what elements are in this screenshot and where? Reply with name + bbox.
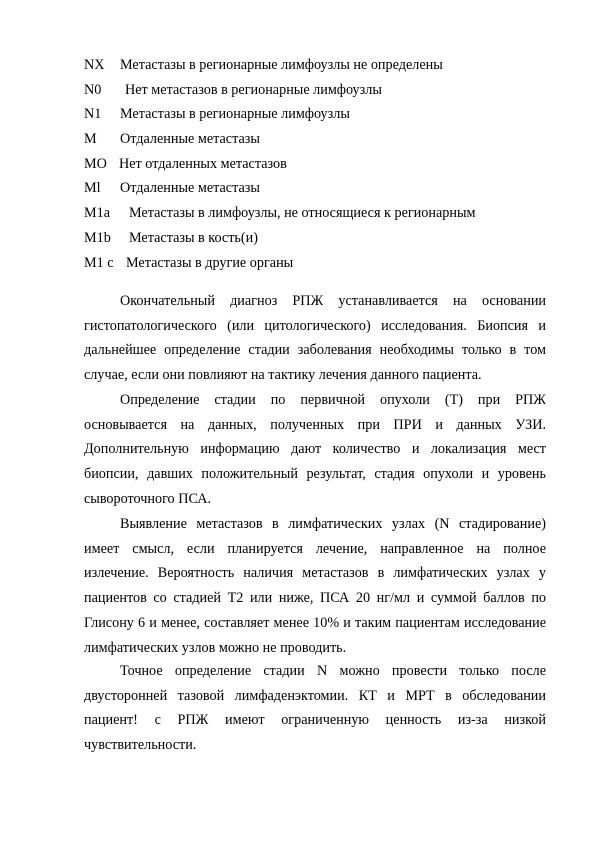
definition-text: Нет отдаленных метастазов: [119, 155, 287, 172]
definition-text: Метастазы в кость(и): [129, 229, 258, 246]
definition-row-ml: [84, 176, 554, 201]
definition-text: Метастазы в регионарные лимфоузлы не определены: [120, 57, 443, 73]
definition-row-m1b: [84, 226, 554, 251]
paragraph-n-stage-determination: Точное определение стадии N можно провести только после двусторонней тазовой лимфаденэктомии. КТ и МРТ в обследовании пациент! с РПЖ имеют ограниченную ценность из-за низкой чувствительности.: [84, 663, 546, 754]
definition-text: Метастазы в регионарные лимфоузлы: [120, 106, 350, 123]
tnm-definitions-list: [84, 53, 554, 275]
definition-code: MO: [84, 155, 107, 172]
definition-text: Нет метастазов в регионарные лимфоузлы: [125, 81, 382, 98]
definition-row-m: [84, 127, 554, 152]
definition-code: M: [84, 131, 97, 148]
definition-row-n1: [84, 102, 554, 127]
paragraph-lymph-node-metastases: Выявление метастазов в лимфатических узлах (N стадирование) имеет смысл, если планируется лечение, направленное на полное излечение. Вероятность наличия метастазов в лимфатических узлах у пациентов со стадией Т2 или ниже, ПСА 20 нг/мл и суммой баллов по Глисону 6 и менее, составляет менее 10% и таким пациентам исследование лимфатических узлов можно не проводить.: [84, 516, 546, 656]
definition-text: Отдаленные метастазы: [120, 131, 260, 148]
definition-code: M1a: [84, 205, 111, 222]
paragraph-primary-tumor-staging: Определение стадии по первичной опухоли (Т) при РПЖ основывается на данных, полученных при ПРИ и данных УЗИ. Дополнительную информацию дают количество и локализация мест биопсии, давших положительный результат, стадия опухоли и уровень сывороточного ПСА.: [84, 392, 546, 507]
definition-code: M1 c: [84, 254, 114, 271]
definition-code: N0: [84, 81, 102, 98]
definition-row-n0: [84, 78, 554, 103]
definition-row-m1a: [84, 201, 554, 226]
definition-code: Ml: [84, 180, 101, 197]
definition-code: N1: [84, 106, 102, 123]
definition-text: Метастазы в другие органы: [126, 254, 294, 271]
definition-row-mo: [84, 152, 554, 177]
definition-text: Метастазы в лимфоузлы, не относящиеся к регионарным: [129, 205, 476, 222]
definition-code: NX: [84, 57, 105, 73]
definition-row-nx: [84, 53, 554, 78]
definition-code: M1b: [84, 229, 111, 246]
paragraph-final-diagnosis: Окончательный диагноз РПЖ устанавливается на основании гистопатологического (или цитологического) исследования. Биопсия и дальнейшее определение стадии заболевания необходимы только в том случае, если они повлияют на тактику лечения данного пациента.: [84, 293, 546, 384]
definition-text: Отдаленные метастазы: [120, 180, 260, 197]
definition-row-m1c: [84, 251, 554, 276]
